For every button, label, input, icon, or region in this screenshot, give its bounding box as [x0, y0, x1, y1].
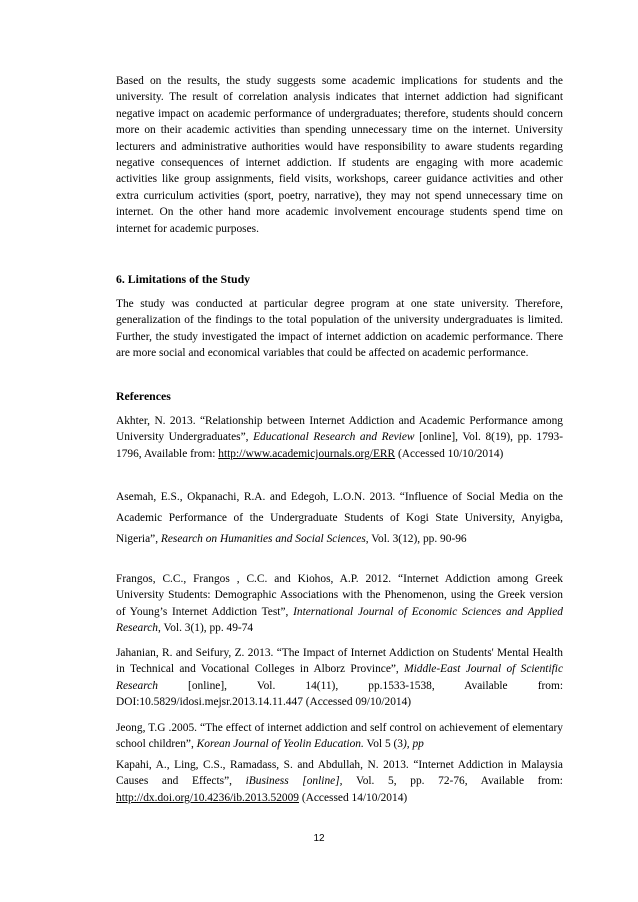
limitations-paragraph: The study was conducted at particular degree program at one state university. Therefore, generalization of the findings to the total population of the university undergraduates is limited. Further, the study investigated the impact of internet addiction on academic performance. There are more social and economical variables that could be affected on academic performance. — [116, 298, 563, 360]
reference-accessed: (Accessed 14/10/2014) — [299, 791, 408, 804]
reference-item — [116, 645, 563, 711]
body-paragraph-container — [116, 73, 563, 237]
reference-journal: iBusiness [online], — [245, 775, 343, 788]
reference-text: Akhter, N. 2013. “Relationship between Internet Addiction and Academic Performance among University Undergraduates”, — [116, 415, 563, 444]
reference-link[interactable]: http://dx.doi.org/10.4236/ib.2013.52009 — [116, 791, 299, 804]
reference-item — [116, 571, 563, 637]
references-heading: References — [116, 389, 171, 403]
reference-details: [online], Vol. 14(11), pp.1533-1538, Available from: DOI:10.5829/idosi.mejsr.2013.14.11.447 (Accessed 09/10/2014) — [116, 679, 563, 709]
section-6-heading-container — [116, 271, 563, 287]
reference-journal: Middle-East Journal of Scientific Research — [116, 663, 564, 692]
references-heading-container — [116, 388, 563, 404]
reference-details: , Vol. 3(12), pp. 90-96 — [365, 533, 467, 545]
reference-text: Jahanian, R. and Seifury, Z. 2013. “The Impact of Internet Addiction on Students' Mental Health in Technical and Vocational Colleges in Alborz Province”, — [116, 647, 563, 676]
limitations-paragraph-container — [116, 296, 563, 362]
reference-details: Vol. 5, pp. 72-76, Available from: — [342, 775, 563, 788]
page-number: 12 — [313, 833, 325, 844]
reference-text: Asemah, E.S., Okpanachi, R.A. and Edegoh, L.O.N. 2013. “Influence of Social Media on the Academic Performance of the Undergraduate Students of Kogi State University, Anyigba, Nigeria”, — [116, 491, 563, 545]
reference-text: Frangos, C.C., Frangos , C.C. and Kiohos, A.P. 2012. “Internet Addiction among Greek University Students: Demographic Associations with the Phenomenon, using the Greek version of Young’s Internet Addiction Test”, — [116, 573, 563, 618]
reference-journal: Research on Humanities and Social Sciences — [160, 533, 366, 545]
reference-text: Kapahi, A., Ling, C.S., Ramadass, S. and Abdullah, N. 2013. “Internet Addiction in Malaysia Causes and Effects”, — [116, 759, 563, 788]
reference-details: Vol 5 (3 — [363, 738, 403, 751]
reference-journal: Educational Research and Review — [253, 431, 415, 444]
reference-journal: Korean Journal of Yeolin Education. — [196, 738, 364, 751]
reference-item — [116, 413, 563, 462]
reference-item — [116, 487, 563, 550]
reference-pages: ), pp — [402, 738, 424, 751]
reference-details: , Vol. 3(1), pp. 49-74 — [157, 622, 254, 635]
body-paragraph: Based on the results, the study suggests some academic implications for students and the university. The result of correlation analysis indicates that internet addiction had significant negative impact on academic performance of undergraduates; therefore, students should concern more on their academic activities than spending unnecessary time on the internet. University lecturers and administrative authorities would have responsibility to aware students regarding negative consequences of internet addiction. If students are engaging with more academic activities like group assignments, field visits, workshops, career guidance activities and other extra curriculum activities (sport, poetry, narrative), they may not spend unnecessary time on internet. On the other hand more academic involvement encourage students spend time on internet for academic purposes. — [116, 75, 563, 235]
reference-details: [online], Vol. 8(19), pp. 1793-1796, Available from: — [116, 431, 564, 460]
reference-item — [116, 720, 563, 753]
section-6-heading: 6. Limitations of the Study — [116, 272, 251, 286]
reference-journal: International Journal of Economic Sciences and Applied Research — [116, 605, 564, 635]
reference-item — [116, 757, 563, 806]
reference-text: Jeong, T.G .2005. “The effect of internet addiction and self control on achievement of elementary school children”, — [116, 722, 563, 751]
reference-link[interactable]: http://www.academicjournals.org/ERR — [218, 447, 396, 460]
reference-accessed: (Accessed 10/10/2014) — [395, 447, 504, 460]
